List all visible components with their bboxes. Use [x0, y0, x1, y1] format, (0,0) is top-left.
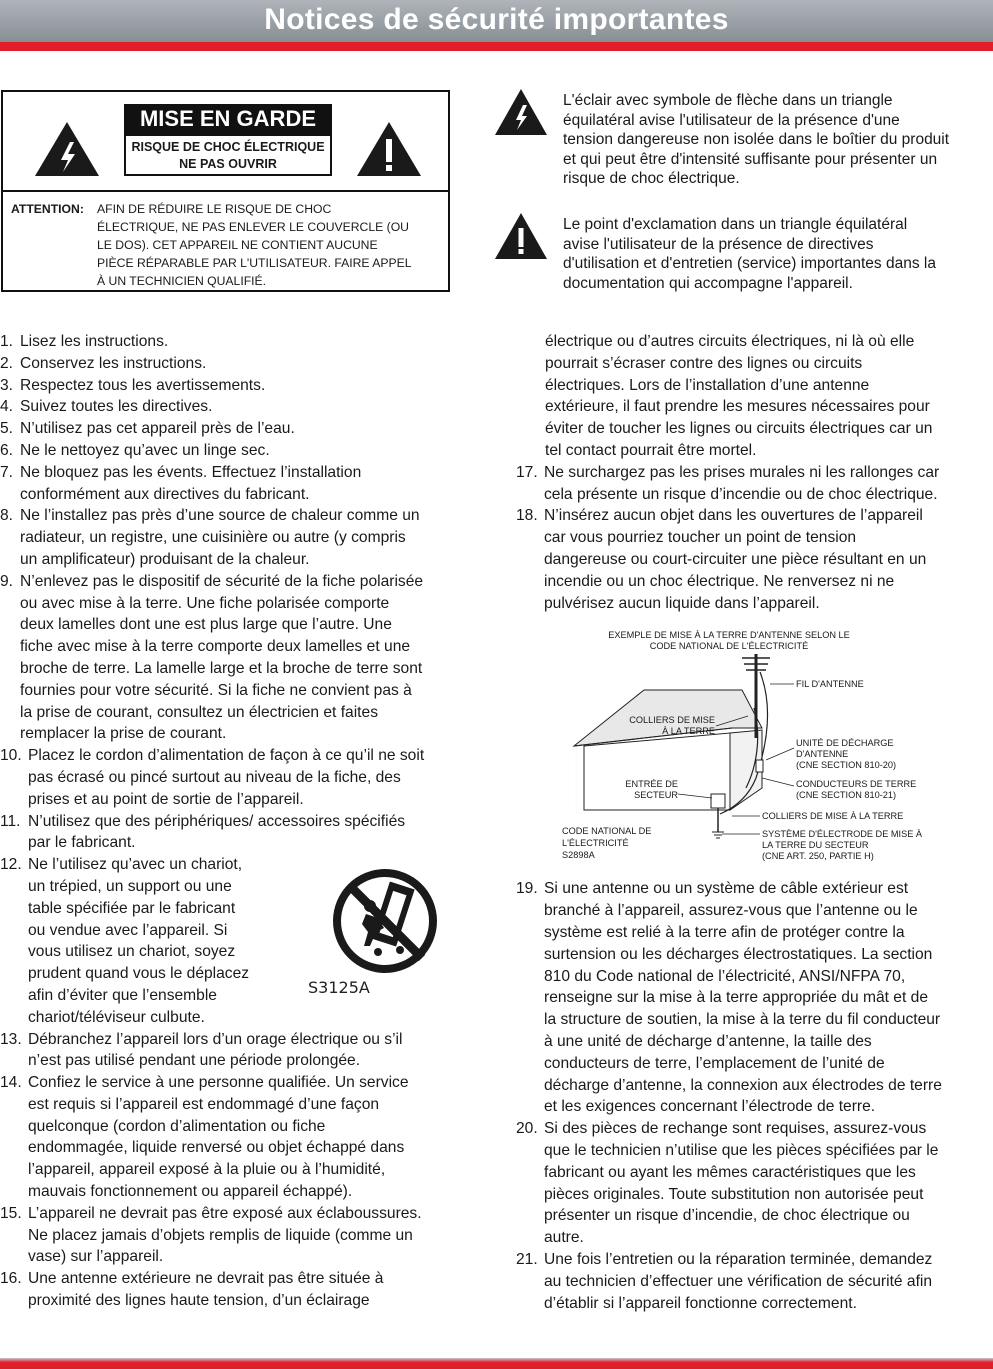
item-line: Suivez toutes les directives. — [20, 398, 213, 416]
instruction-item — [0, 396, 480, 418]
item-line: la structure de soutien, la mise à la terre du fil conducteur — [544, 1011, 941, 1029]
attention-line: PIÈCE RÉPARABLE PAR L'UTILISATEUR. FAIRE APPEL — [97, 256, 412, 270]
exclamation-explanation — [563, 215, 993, 293]
item-line: fabricant ou ayant les mêmes caractéristiques que les — [544, 1163, 916, 1181]
item-number: 4. — [0, 398, 14, 416]
cart-icon-caption: S3125A — [308, 978, 370, 997]
text-line: Le point d'exclamation dans un triangle équilatéral — [563, 216, 908, 233]
item-line: vous utilisez un chariot, soyez — [28, 943, 236, 961]
instructions-left-column — [0, 331, 480, 1312]
item-line: l’appareil, appareil exposé à la pluie ou à l’humidité, — [28, 1161, 386, 1179]
text-line: tension dangereuse non isolée dans le boîtier du produit — [563, 131, 950, 149]
item-number: 7. — [0, 463, 14, 481]
item-number: 17. — [516, 463, 538, 481]
text-line: et qui peut être d'intensité suffisante pour présenter un — [563, 150, 938, 168]
item-line: extérieure, il faut prendre les mesures nécessaires pour — [545, 398, 930, 416]
item-number: 10. — [0, 747, 22, 765]
item-line: endommagée, liquide renversé ou objet échappé dans — [28, 1139, 405, 1157]
item-number: 9. — [0, 572, 14, 590]
item-number: 14. — [0, 1074, 22, 1092]
item-line: N’insérez aucun objet dans les ouvertures de l’appareil — [544, 507, 923, 525]
item-line: Lisez les instructions. — [20, 333, 169, 350]
item-number: 11. — [0, 812, 21, 830]
attention-line: AFIN DE RÉDUIRE LE RISQUE DE CHOC — [97, 202, 332, 216]
item-line: 810 du Code national de l’électricité, ANSI/NFPA 70, — [544, 967, 906, 985]
item-line: au technicien d’effectuer une vérification de sécurité afin — [544, 1272, 933, 1290]
item-line: Ne placez jamais d’objets remplis de liquide (comme un — [28, 1226, 413, 1244]
attention-line: ÉLECTRIQUE, NE PAS ENLEVER LE COUVERCLE (OU — [97, 220, 409, 234]
item-line: Confiez le service à une personne qualifiée. Un service — [28, 1074, 409, 1092]
diagram-label: À LA TERRE — [662, 726, 715, 736]
item-number: 16. — [0, 1270, 22, 1288]
item-line: Une fois l’entretien ou la réparation terminée, demandez — [544, 1250, 933, 1268]
item-line: électriques. Lors de l’installation d’une antenne — [545, 376, 870, 394]
item-number: 21. — [516, 1250, 538, 1268]
diagram-label: S2898A — [562, 850, 595, 860]
item-line: fournies pour votre sécurité. Si la fiche ne convient pas à — [20, 681, 412, 699]
item-number: 5. — [0, 420, 14, 438]
item-line: ou avec mise à la terre. Une fiche polarisée comporte — [20, 594, 390, 612]
item-line: tel contact pourrait être mortel. — [545, 441, 757, 459]
item-line: pulvérisez aucun liquide dans l’appareil. — [544, 594, 820, 612]
page-header — [0, 0, 993, 45]
item-line: car vous pourriez toucher un point de tension — [544, 529, 857, 547]
item-line: Si une antenne ou un système de câble extérieur est — [544, 880, 909, 898]
item-line: N’utilisez pas cet appareil près de l’eau. — [20, 420, 295, 438]
text-line: équilatéral avise l'utilisateur de la présence d'une — [563, 111, 900, 129]
antenna-grounding-diagram — [556, 628, 936, 868]
item-line: Placez le cordon d’alimentation de façon à ce qu’il ne soit — [28, 747, 425, 765]
item-line: conformément aux directives du fabricant. — [20, 485, 310, 503]
instruction-item — [0, 331, 480, 353]
diagram-label: (CNE SECTION 810-20) — [796, 760, 897, 770]
item-line: prises et au point de sortie de l’appareil. — [28, 790, 304, 808]
instruction-item — [516, 1118, 993, 1249]
item-line: Respectez tous les avertissements. — [20, 376, 266, 394]
lightning-triangle-icon — [33, 120, 101, 178]
item-line: radiateur, un registre, une cuisinière ou autre (y compris — [20, 529, 406, 547]
text-line: avise l'utilisateur de la présence de directives — [563, 235, 874, 253]
item-line: système est relié à la terre afin de protéger contre la — [544, 923, 905, 941]
item-line: conducteurs de terre, l’emplacement de l’unité de — [544, 1054, 885, 1072]
item-line: un trépied, un support ou une — [28, 877, 232, 895]
item-line: deux lamelles dont une est plus large que l’autre. Une — [20, 616, 392, 634]
page-title: Notices de sécurité importantes — [264, 3, 729, 36]
attention-line: À UN TECHNICIEN QUALIFIÉ. — [97, 274, 267, 288]
item-line: électrique ou d’autres circuits électriques, ni là où elle — [545, 333, 915, 350]
instruction-item — [0, 418, 480, 440]
instruction-item — [516, 878, 993, 1118]
instruction-item — [0, 440, 480, 462]
diagram-label: COLLIERS DE MISE — [629, 715, 715, 725]
caution-box — [1, 90, 450, 292]
item-line: chariot/téléviseur culbute. — [28, 1008, 205, 1026]
item-line: afin d’éviter que l’ensemble — [28, 986, 217, 1004]
item-line: N’enlevez pas le dispositif de sécurité de la fiche polarisée — [20, 572, 424, 590]
item-line: Ne l’utilisez qu’avec un chariot, — [28, 856, 243, 874]
diagram-label: CONDUCTEURS DE TERRE — [796, 779, 917, 789]
diagram-label: SECTEUR — [634, 790, 678, 800]
footer-stripe — [0, 1358, 993, 1369]
item-line: autre. — [544, 1229, 584, 1247]
item-line: Si des pièces de rechange sont requises, assurez-vous — [544, 1120, 927, 1138]
diagram-label: D'ANTENNE — [796, 749, 849, 759]
diagram-label: (CNE ART. 250, PARTIE H) — [762, 851, 874, 861]
item-line: à une unité de décharge d’antenne, la taille des — [544, 1032, 872, 1050]
lightning-explanation — [563, 91, 993, 189]
text-line: d'utilisation et d'entretien (service) importantes dans la — [563, 255, 936, 273]
instruction-item — [0, 1029, 480, 1073]
cart-tip-over-warning-icon — [330, 866, 440, 978]
diagram-label: LA TERRE DU SECTEUR — [762, 840, 869, 850]
item-line: proximité des lignes haute tension, d’un éclairage — [28, 1292, 370, 1310]
diagram-label: SYSTÈME D'ÉLECTRODE DE MISE À — [762, 829, 923, 839]
item-line: Ne surchargez pas les prises murales ni les rallonges car — [544, 463, 940, 481]
attention-label: ATTENTION: — [11, 202, 84, 216]
item-line: renseigne sur la mise à la terre appropriée du mât et de — [544, 989, 928, 1007]
diagram-label: FIL D'ANTENNE — [796, 679, 864, 689]
item-line: mauvais fonctionnement ou appareil échappé). — [28, 1183, 353, 1201]
item-number: 8. — [0, 507, 14, 525]
item-line: dangereuse ou court-circuiter une pièce résultant en un — [544, 550, 927, 568]
exclamation-triangle-icon — [355, 120, 423, 178]
item-line: est requis si l’appareil est endommagé d’une façon — [28, 1095, 380, 1113]
item-line: prudent quand vous le déplacez — [28, 965, 250, 983]
attention-text — [97, 200, 452, 290]
diagram-label: ENTRÉE DE — [625, 779, 678, 789]
item-line: branché à l’appareil, assurez-vous que l’antenne ou le — [544, 902, 918, 920]
item-line: éviter de toucher les lignes ou circuits électriques car un — [545, 420, 933, 438]
item-line: et les exigences concernant l’électrode de terre. — [544, 1098, 876, 1116]
item-line: vase) sur l’appareil. — [28, 1248, 164, 1266]
attention-line: LE DOS). CET APPAREIL NE CONTIENT AUCUNE — [97, 238, 378, 252]
diagram-label: L'ÉLECTRICITÉ — [562, 838, 629, 848]
exclamation-triangle-icon — [494, 212, 548, 260]
item-line: pièces originales. Toute substitution non autorisée peut — [544, 1185, 924, 1203]
instruction-item — [0, 1268, 480, 1312]
item-number: 3. — [0, 376, 14, 394]
item-number: 15. — [0, 1204, 22, 1222]
caution-title: MISE EN GARDE — [124, 104, 332, 134]
item-line: N’utilisez que des périphériques/ accessoires spécifiés — [28, 812, 406, 830]
item-16-continuation — [516, 331, 993, 462]
item-number: 12. — [0, 856, 22, 874]
item-number: 2. — [0, 354, 14, 372]
item-line: la prise de courant, consultez un électricien et faites — [20, 703, 378, 721]
item-line: Débranchez l’appareil lors d’un orage électrique ou s’il — [28, 1030, 403, 1048]
instruction-item — [0, 353, 480, 375]
diagram-label: UNITÉ DE DÉCHARGE — [796, 738, 894, 748]
item-line: Conservez les instructions. — [20, 354, 207, 372]
diagram-title: CODE NATIONAL DE L'ÉLECTRICITÉ — [649, 641, 809, 651]
instruction-item — [0, 745, 480, 810]
item-line: Une antenne extérieure ne devrait pas être située à — [28, 1270, 384, 1288]
instruction-item — [0, 375, 480, 397]
item-line: L’appareil ne devrait pas être exposé aux éclaboussures. — [28, 1204, 422, 1222]
instruction-item — [0, 571, 480, 745]
item-line: broche de terre. La lamelle large et la broche de terre sont — [20, 659, 423, 677]
item-line: que le technicien n’utilise que les pièces spécifiées par le — [544, 1141, 939, 1159]
diagram-label: (CNE SECTION 810-21) — [796, 790, 897, 800]
instruction-item — [516, 462, 993, 506]
item-line: quelconque (cordon d’alimentation ou fiche — [28, 1117, 326, 1135]
item-line: incendie ou un choc électrique. Ne renversez ni ne — [544, 572, 895, 590]
instruction-item — [516, 505, 993, 614]
item-line: Ne bloquez pas les évents. Effectuez l’installation — [20, 463, 362, 481]
caution-sub-line: RISQUE DE CHOC ÉLECTRIQUE — [131, 140, 325, 154]
diagram-label: CODE NATIONAL DE — [562, 826, 652, 836]
item-line: table spécifiée par le fabricant — [28, 899, 236, 917]
header-stripe — [0, 42, 993, 51]
item-line: Ne l’installez pas près d’une source de chaleur comme un — [20, 507, 420, 525]
item-number: 18. — [516, 507, 538, 525]
text-line: documentation qui accompagne l'appareil. — [563, 274, 853, 292]
item-line: surtension ou les décharges électrostatiques. La section — [544, 945, 933, 963]
instruction-item — [516, 1249, 993, 1314]
item-line: n’est pas utilisé pendant une période prolongée. — [28, 1052, 361, 1070]
item-number: 6. — [0, 441, 14, 459]
caution-sub-line: NE PAS OUVRIR — [179, 157, 277, 171]
item-line: pas écrasé ou pincé surtout au niveau de la fiche, des — [28, 768, 401, 786]
instruction-item — [0, 811, 480, 855]
item-line: d’établir si l’appareil fonctionne correctement. — [544, 1294, 857, 1312]
diagram-label: COLLIERS DE MISE À LA TERRE — [762, 811, 904, 821]
instruction-item — [0, 1203, 480, 1268]
item-number: 13. — [0, 1030, 22, 1048]
instruction-item — [0, 1072, 480, 1203]
item-number: 19. — [516, 880, 538, 898]
caution-subtitle — [124, 134, 332, 176]
lightning-triangle-icon — [494, 88, 548, 136]
instruction-item — [0, 462, 480, 506]
item-number: 1. — [0, 333, 14, 350]
diagram-title: EXEMPLE DE MISE À LA TERRE D'ANTENNE SELON LE — [608, 630, 850, 640]
text-line: risque de choc électrique. — [563, 170, 740, 188]
text-line: L'éclair avec symbole de flèche dans un triangle — [563, 92, 893, 109]
instruction-item — [0, 505, 480, 570]
item-line: par le fabricant. — [28, 834, 136, 852]
caution-header — [3, 92, 448, 192]
item-line: présenter un risque d’incendie, de choc électrique ou — [544, 1207, 910, 1225]
item-line: Ne le nettoyez qu’avec un linge sec. — [20, 441, 270, 459]
item-line: cela présente un risque d’incendie ou de choc électrique. — [544, 485, 938, 503]
item-line: décharge d’antenne, la connexion aux électrodes de terre — [544, 1076, 942, 1094]
item-line: remplacer la prise de courant. — [20, 725, 227, 743]
item-line: ou vendue avec l’appareil. Si — [28, 921, 228, 939]
item-line: fiche avec mise à la terre comporte deux lamelles et une — [20, 638, 411, 656]
item-number: 20. — [516, 1120, 538, 1138]
item-line: pourrait s’écraser contre des lignes ou circuits — [545, 354, 863, 372]
item-line: un amplificateur) produisant de la chaleur. — [20, 550, 310, 568]
